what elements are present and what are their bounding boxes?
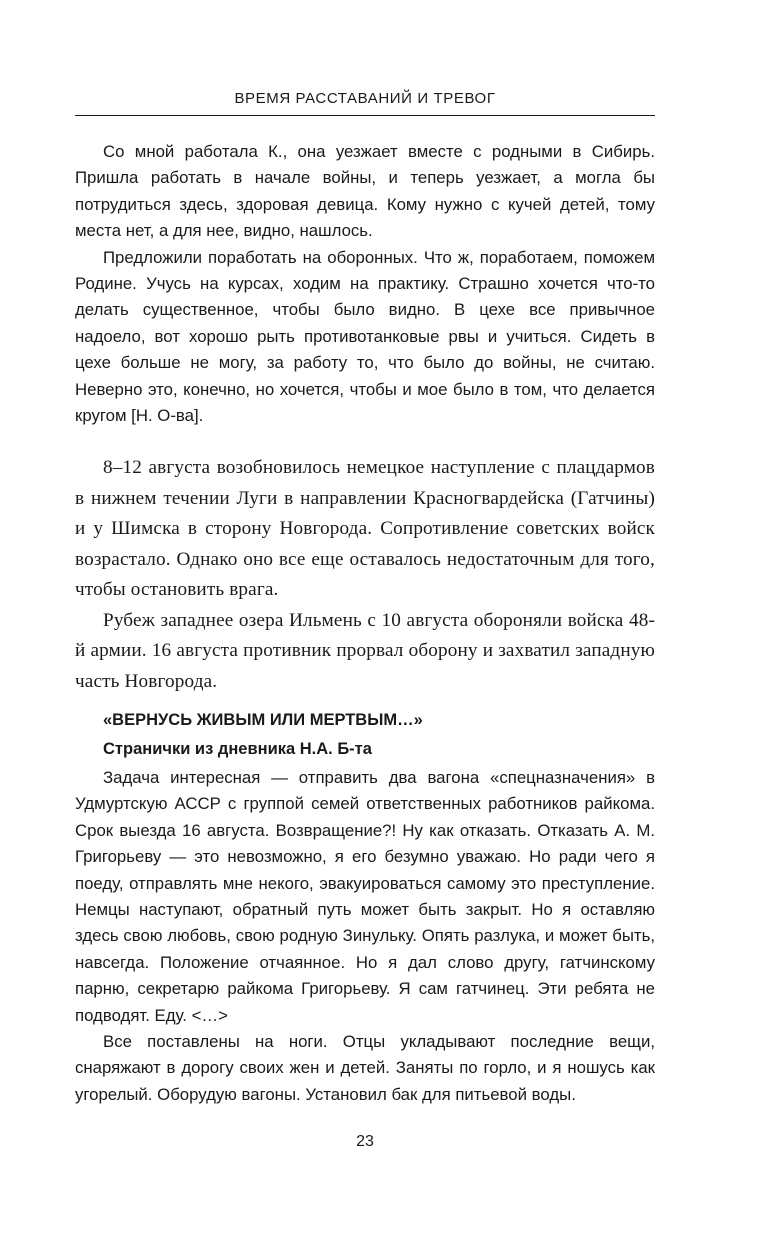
- paragraph: Все поставлены на ноги. Отцы укладывают последние вещи, снаряжают в дорогу своих жен и детей. Заняты по горло, и я ношусь как угорелый. Оборудую вагоны. Установил бак для питьевой воды.: [75, 1032, 655, 1104]
- paragraph: 8–12 августа возобновилось немецкое наступление с плацдармов в нижнем течении Луги в направлении Красногвардейска (Гатчины) и у Шимска в сторону Новгорода. Сопротивление советских войск возрастало. Однако оно все еще оставалось недостаточным для того, чтобы остановить врага.: [75, 457, 655, 600]
- paragraph: Задача интересная — отправить два вагона «спецназначения» в Удмуртскую АССР с группой семей ответственных работников райкома. Срок выезда 16 августа. Возвращение?! Ну как отказать. Отказать А. М. Григорьеву — это невозможно, я его безумно уважаю. Но ради чего я поеду, отправлять мне некого, эвакуироваться самому это преступление. Немцы наступают, обратный путь может быть закрыт. Но я оставляю здесь свою любовь, свою родную Зинульку. Опять разлука, и может быть, навсегда. Положение отчаянное. Но я дал слово другу, гатчинскому парню, секретарю райкома Григорьеву. Я сам гатчинец. Эти ребята не подводят. Еду. <…>: [75, 768, 655, 1025]
- diary-excerpt-1: [75, 139, 655, 429]
- paragraph: Рубеж западнее озера Ильмень с 10 августа обороняли войска 48-й армии. 16 августа противник прорвал оборону и захватил западную часть Новгорода.: [75, 609, 655, 692]
- diary-excerpt-2: [75, 765, 655, 1108]
- section-subtitle: Странички из дневника Н.А. Б-та: [103, 740, 372, 758]
- paragraph: Предложили поработать на оборонных. Что ж, поработаем, поможем Родине. Учусь на курсах, ходим на практику. Страшно хочется что-то делать существенное, чтобы было видно. В цехе все привычное надоело, вот хорошо рыть противотанковые рвы и учиться. Сидеть в цехе больше не могу, за работу то, что было до войны, не считаю. Неверно это, конечно, но хочется, чтобы и мое было в том, что делается кругом [Н. О-ва].: [75, 247, 655, 426]
- page-number: 23: [356, 1133, 374, 1150]
- header-rule: [75, 115, 655, 116]
- paragraph: Со мной работала К., она уезжает вместе с родными в Сибирь. Пришла работать в начале войны, и теперь уезжает, а могла бы потрудиться здесь, здоровая девица. Кому нужно с кучей детей, тому места нет, а для нее, видно, нашлось.: [75, 142, 655, 241]
- running-head: ВРЕМЯ РАССТАВАНИЙ И ТРЕВОГ: [234, 90, 496, 107]
- narrative-text: [75, 453, 655, 697]
- section-title: «ВЕРНУСЬ ЖИВЫМ ИЛИ МЕРТВЫМ…»: [103, 711, 423, 729]
